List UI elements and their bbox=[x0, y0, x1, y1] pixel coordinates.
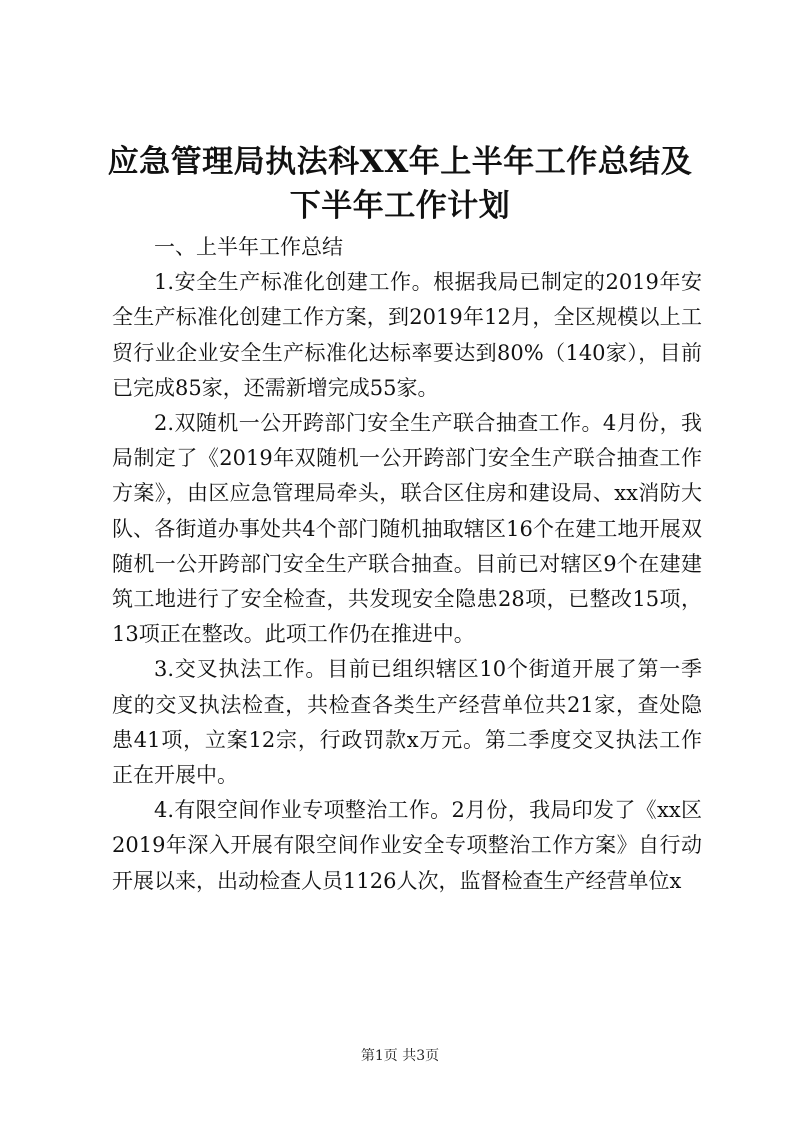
document-title: 应急管理局执法科XX年上半年工作总结及下半年工作计划 bbox=[107, 144, 693, 224]
document-body bbox=[112, 230, 702, 899]
page-footer: 第1页 共3页 bbox=[360, 1048, 440, 1064]
paragraph-cross-enforcement: 3.交叉执法工作。目前已组织辖区10个街道开展了第一季度的交叉执法检查，共检查各类生产经营单位共21家，查处隐患41项，立案12宗，行政罚款x万元。第二季度交叉执法工作正在开展中。 bbox=[112, 657, 702, 788]
paragraph-standardization: 1.安全生产标准化创建工作。根据我局已制定的2019年安全生产标准化创建工作方案，到2019年12月，全区规模以上工贸行业企业安全生产标准化达标率要达到80%（140家），目前已完成85家，还需新增完成55家。 bbox=[112, 270, 702, 400]
paragraph-joint-inspection: 2.双随机一公开跨部门安全生产联合抽查工作。4月份，我局制定了《2019年双随机一公开跨部门安全生产联合抽查工作方案》，由区应急管理局牵头，联合区住房和建设局、xx消防大队、各街道办事处共4个部门随机抽取辖区16个在建工地开展双随机一公开跨部门安全生产联合抽查。目前已对辖区9个在建建筑工地进行了安全检查，共发现安全隐患28项，已整改15项，13项正在整改。此项工作仍在推进中。 bbox=[112, 411, 702, 647]
section-heading: 一、上半年工作总结 bbox=[154, 235, 343, 259]
paragraph-confined-space: 4.有限空间作业专项整治工作。2月份，我局印发了《xx区2019年深入开展有限空间作业安全专项整治工作方案》自行动开展以来，出动检查人员1126人次，监督检查生产经营单位x bbox=[112, 798, 702, 893]
